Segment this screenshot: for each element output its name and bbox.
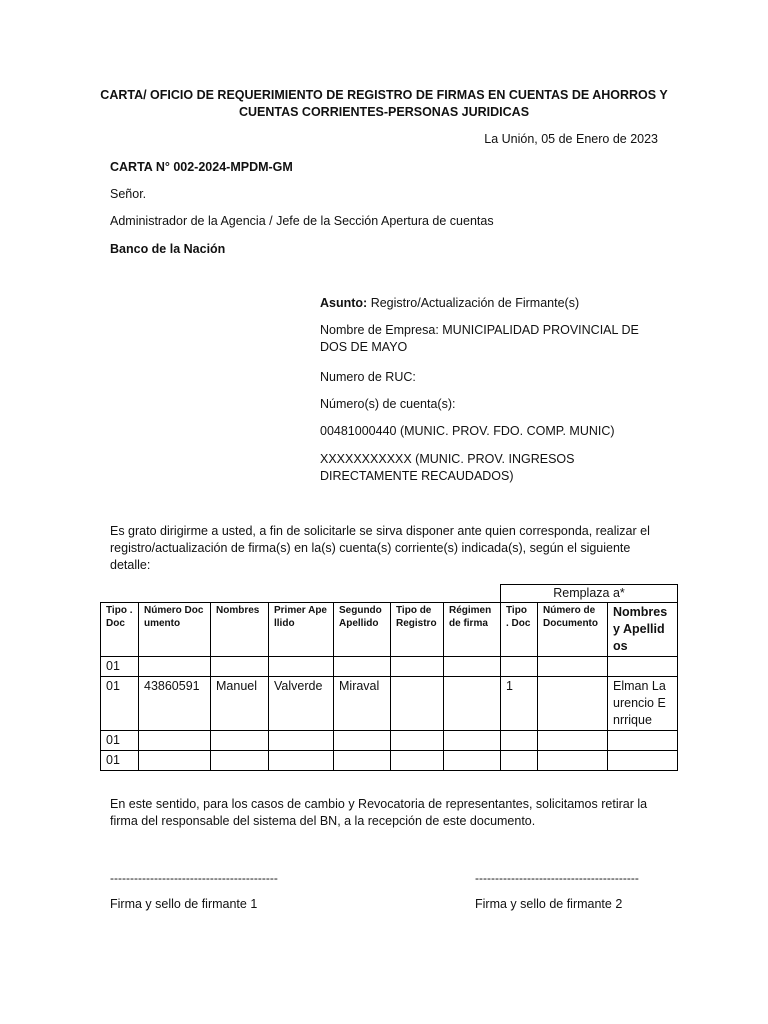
- cell-regimen: [444, 731, 501, 751]
- cell-nombres: [211, 731, 269, 751]
- bank-name: Banco de la Nación: [110, 242, 226, 256]
- recipient: Administrador de la Agencia / Jefe de la Sección Apertura de cuentas: [110, 214, 494, 228]
- header-primer-apellido: Primer Apellido: [269, 603, 334, 657]
- salutation: Señor.: [110, 187, 147, 201]
- cell-tipo-doc: 01: [101, 731, 139, 751]
- asunto-text: Registro/Actualización de Firmante(s): [367, 296, 580, 310]
- remplaza-row: [101, 585, 678, 603]
- carta-number: CARTA N° 002-2024-MPDM-GM: [110, 160, 293, 174]
- table-row: [101, 731, 678, 751]
- cell-r-numero: [538, 731, 608, 751]
- cell-tipo-doc: 01: [101, 751, 139, 771]
- header-regimen-firma: Régimen de firma: [444, 603, 501, 657]
- header-numero-documento: Número Documento: [139, 603, 211, 657]
- cell-regimen: [444, 677, 501, 731]
- cell-tipo-reg: [391, 751, 444, 771]
- cell-tipo-reg: [391, 657, 444, 677]
- header-nombres: Nombres: [211, 603, 269, 657]
- cell-r-tipo: 1: [501, 677, 538, 731]
- closing-paragraph: En este sentido, para los casos de cambio y Revocatoria de representantes, solicitamos retirar la firma del responsable del sistema del BN, a la recepción de este documento.: [110, 797, 648, 828]
- cell-nombres: Manuel: [211, 677, 269, 731]
- signer-1-label: Firma y sello de firmante 1: [110, 897, 258, 911]
- cell-r-tipo: [501, 657, 538, 677]
- cell-r-numero: [538, 751, 608, 771]
- intro-paragraph: Es grato dirigirme a usted, a fin de solicitarle se sirva disponer ante quien corresponda, realizar el registro/actualización de firma(s) en la(s) cuenta(s) corriente(s) indicada(s), según el siguiente detalle:: [110, 524, 650, 572]
- header-segundo-apellido: Segundo Apellido: [334, 603, 391, 657]
- cell-r-nombres: [608, 731, 678, 751]
- cuenta-2: XXXXXXXXXXX (MUNIC. PROV. INGRESOS DIRECTAMENTE RECAUDADOS): [320, 452, 575, 483]
- cell-r-tipo: [501, 751, 538, 771]
- cell-r-numero: [538, 657, 608, 677]
- cell-numero: 43860591: [139, 677, 211, 731]
- cell-tipo-reg: [391, 731, 444, 751]
- cell-tipo-doc: 01: [101, 657, 139, 677]
- cell-segundo: [334, 731, 391, 751]
- cell-primer: Valverde: [269, 677, 334, 731]
- table-header-row: [101, 603, 678, 657]
- cell-numero: [139, 751, 211, 771]
- letter-title: CARTA/ OFICIO DE REQUERIMIENTO DE REGISTRO DE FIRMAS EN CUENTAS DE AHORROS Y CUENTAS CORRIENTES-PERSONAS JURIDICAS: [100, 88, 668, 119]
- cell-segundo: [334, 751, 391, 771]
- signature-line-2: -----------------------------------------: [475, 871, 639, 885]
- table-row: [101, 751, 678, 771]
- table-row: [101, 677, 678, 731]
- asunto: [320, 295, 670, 312]
- cuentas-label: Número(s) de cuenta(s):: [320, 397, 456, 411]
- header-r-numero-documento: Número de Documento: [538, 603, 608, 657]
- cell-r-tipo: [501, 731, 538, 751]
- cell-nombres: [211, 751, 269, 771]
- cell-primer: [269, 657, 334, 677]
- cell-r-nombres: [608, 657, 678, 677]
- header-tipo-doc: Tipo . Doc: [101, 603, 139, 657]
- firmas-table: [100, 584, 678, 771]
- table-row: [101, 657, 678, 677]
- header-tipo-registro: Tipo de Registro: [391, 603, 444, 657]
- remplaza-header: Remplaza a*: [501, 585, 678, 603]
- header-r-nombres-apellidos: Nombres y Apellidos: [608, 603, 678, 657]
- cell-nombres: [211, 657, 269, 677]
- cell-r-nombres: Elman Laurencio Enrrique: [608, 677, 678, 731]
- cell-r-numero: [538, 677, 608, 731]
- cell-tipo-doc: 01: [101, 677, 139, 731]
- cell-segundo: [334, 657, 391, 677]
- cell-numero: [139, 731, 211, 751]
- ruc: Numero de RUC:: [320, 370, 416, 384]
- cell-primer: [269, 731, 334, 751]
- empresa: Nombre de Empresa: MUNICIPALIDAD PROVINCIAL DE DOS DE MAYO: [320, 323, 639, 354]
- cell-primer: [269, 751, 334, 771]
- cell-segundo: Miraval: [334, 677, 391, 731]
- cell-tipo-reg: [391, 677, 444, 731]
- signature-line-1: ------------------------------------------: [110, 871, 278, 885]
- cuenta-1: 00481000440 (MUNIC. PROV. FDO. COMP. MUNIC): [320, 424, 615, 438]
- header-r-tipo-doc: Tipo . Doc: [501, 603, 538, 657]
- letter-date: La Unión, 05 de Enero de 2023: [484, 132, 658, 146]
- asunto-label: Asunto:: [320, 296, 368, 310]
- cell-r-nombres: [608, 751, 678, 771]
- cell-regimen: [444, 751, 501, 771]
- cell-numero: [139, 657, 211, 677]
- cell-regimen: [444, 657, 501, 677]
- signer-2-label: Firma y sello de firmante 2: [475, 897, 623, 911]
